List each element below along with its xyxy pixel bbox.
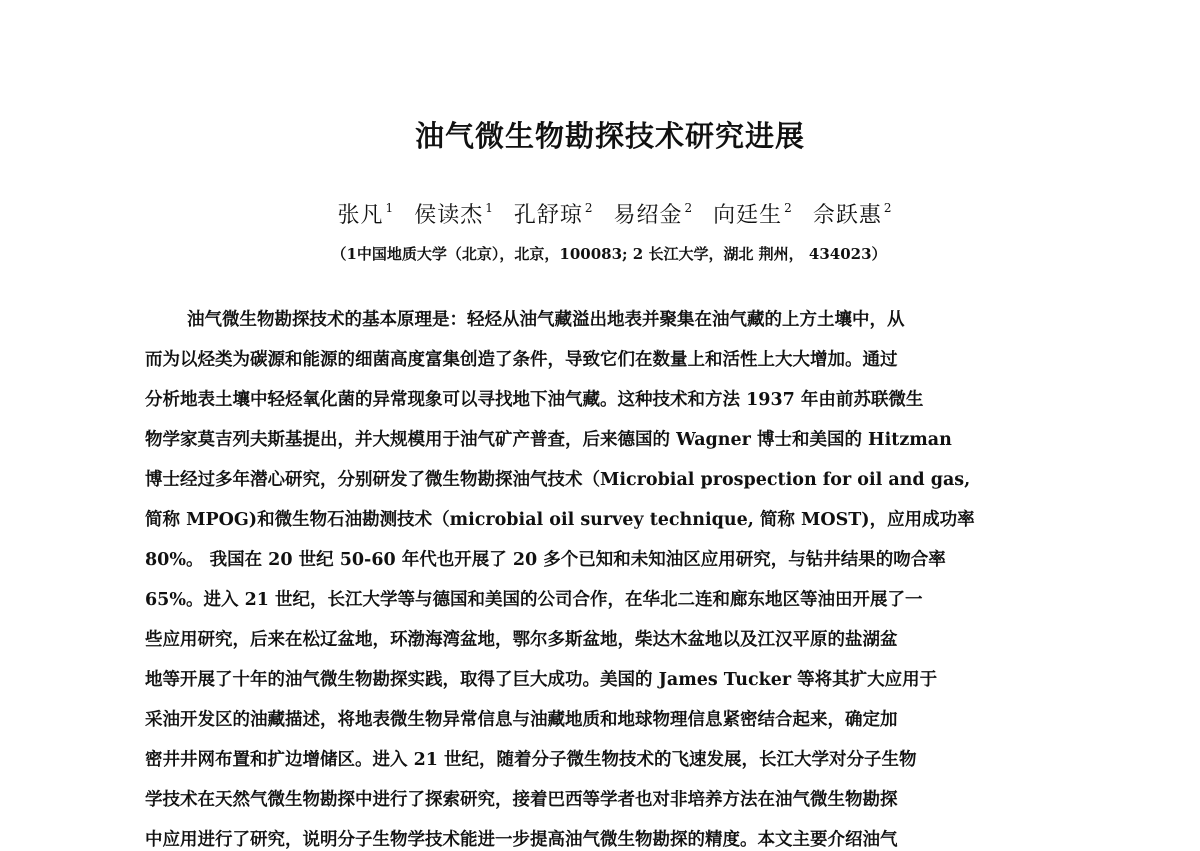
text-line: 地等开展了十年的油气微生物勘探实践，取得了巨大成功。美国的 James Tucker 等将其扩大应用于 xyxy=(145,670,938,690)
author-name: 向廷生 xyxy=(713,203,783,228)
author xyxy=(713,198,793,229)
affiliation-line: （1中国地质大学（北京），北京，100083; 2 长江大学，湖北 荆州， 434023） xyxy=(331,245,887,263)
author-list xyxy=(0,198,1200,229)
text-line: 分析地表土壤中轻烃氧化菌的异常现象可以寻找地下油气藏。这种技术和方法 1937 年由前苏联微生 xyxy=(145,390,924,410)
paper-title: 油气微生物勘探技术研究进展 xyxy=(414,119,805,153)
text-line: 学技术在天然气微生物勘探中进行了探索研究，接着巴西等学者也对非培养方法在油气微生物勘探 xyxy=(145,790,898,810)
author-affiliation-mark: 2 xyxy=(883,201,893,215)
author xyxy=(414,198,494,229)
author-affiliation-mark: 2 xyxy=(684,201,694,215)
author-name: 侯读杰 xyxy=(414,203,484,228)
author xyxy=(614,198,694,229)
text-line: 些应用研究，后来在松辽盆地，环渤海湾盆地，鄂尔多斯盆地，柴达木盆地以及江汉平原的盐湖盆 xyxy=(145,630,898,650)
text-line: 物学家莫吉列夫斯基提出，并大规模用于油气矿产普查，后来德国的 Wagner 博士和美国的 Hitzman xyxy=(145,430,952,450)
author xyxy=(338,198,395,229)
author-name: 孔舒琼 xyxy=(513,203,583,228)
text-line: 简称 MPOG)和微生物石油勘测技术（microbial oil survey technique, 简称 MOST)，应用成功率 xyxy=(145,510,975,530)
text-line: 中应用进行了研究，说明分子生物学技术能进一步提高油气微生物勘探的精度。本文主要介绍油气 xyxy=(145,830,898,850)
author-affiliation-mark: 2 xyxy=(584,201,594,215)
author-affiliation-mark: 1 xyxy=(485,201,494,215)
author xyxy=(813,198,893,229)
text-line: 油气微生物勘探技术的基本原理是：轻烃从油气藏溢出地表并聚集在油气藏的上方土壤中，从 xyxy=(187,310,905,330)
text-line: 采油开发区的油藏描述，将地表微生物异常信息与油藏地质和地球物理信息紧密结合起来，确定加 xyxy=(145,710,898,730)
author-name: 佘跃惠 xyxy=(812,203,882,228)
text-line: 而为以烃类为碳源和能源的细菌高度富集创造了条件，导致它们在数量上和活性上大大增加。通过 xyxy=(145,350,898,370)
author-affiliation-mark: 2 xyxy=(784,201,793,215)
body-paragraph xyxy=(145,306,1080,851)
author xyxy=(514,198,594,229)
author-affiliation-mark: 1 xyxy=(385,201,395,215)
text-line: 65%。进入 21 世纪，长江大学等与德国和美国的公司合作，在华北二连和廊东地区等油田开展了一 xyxy=(145,590,923,610)
text-line: 博士经过多年潜心研究，分别研发了微生物勘探油气技术（Microbial prospection for oil and gas, xyxy=(145,470,971,490)
text-line: 80%。 我国在 20 世纪 50-60 年代也开展了 20 多个已知和未知油区应用研究，与钻井结果的吻合率 xyxy=(145,550,946,570)
author-name: 张凡 xyxy=(337,203,384,228)
text-line: 密井井网布置和扩边增储区。进入 21 世纪，随着分子微生物技术的飞速发展，长江大学对分子生物 xyxy=(145,750,917,770)
author-name: 易绍金 xyxy=(613,203,683,228)
